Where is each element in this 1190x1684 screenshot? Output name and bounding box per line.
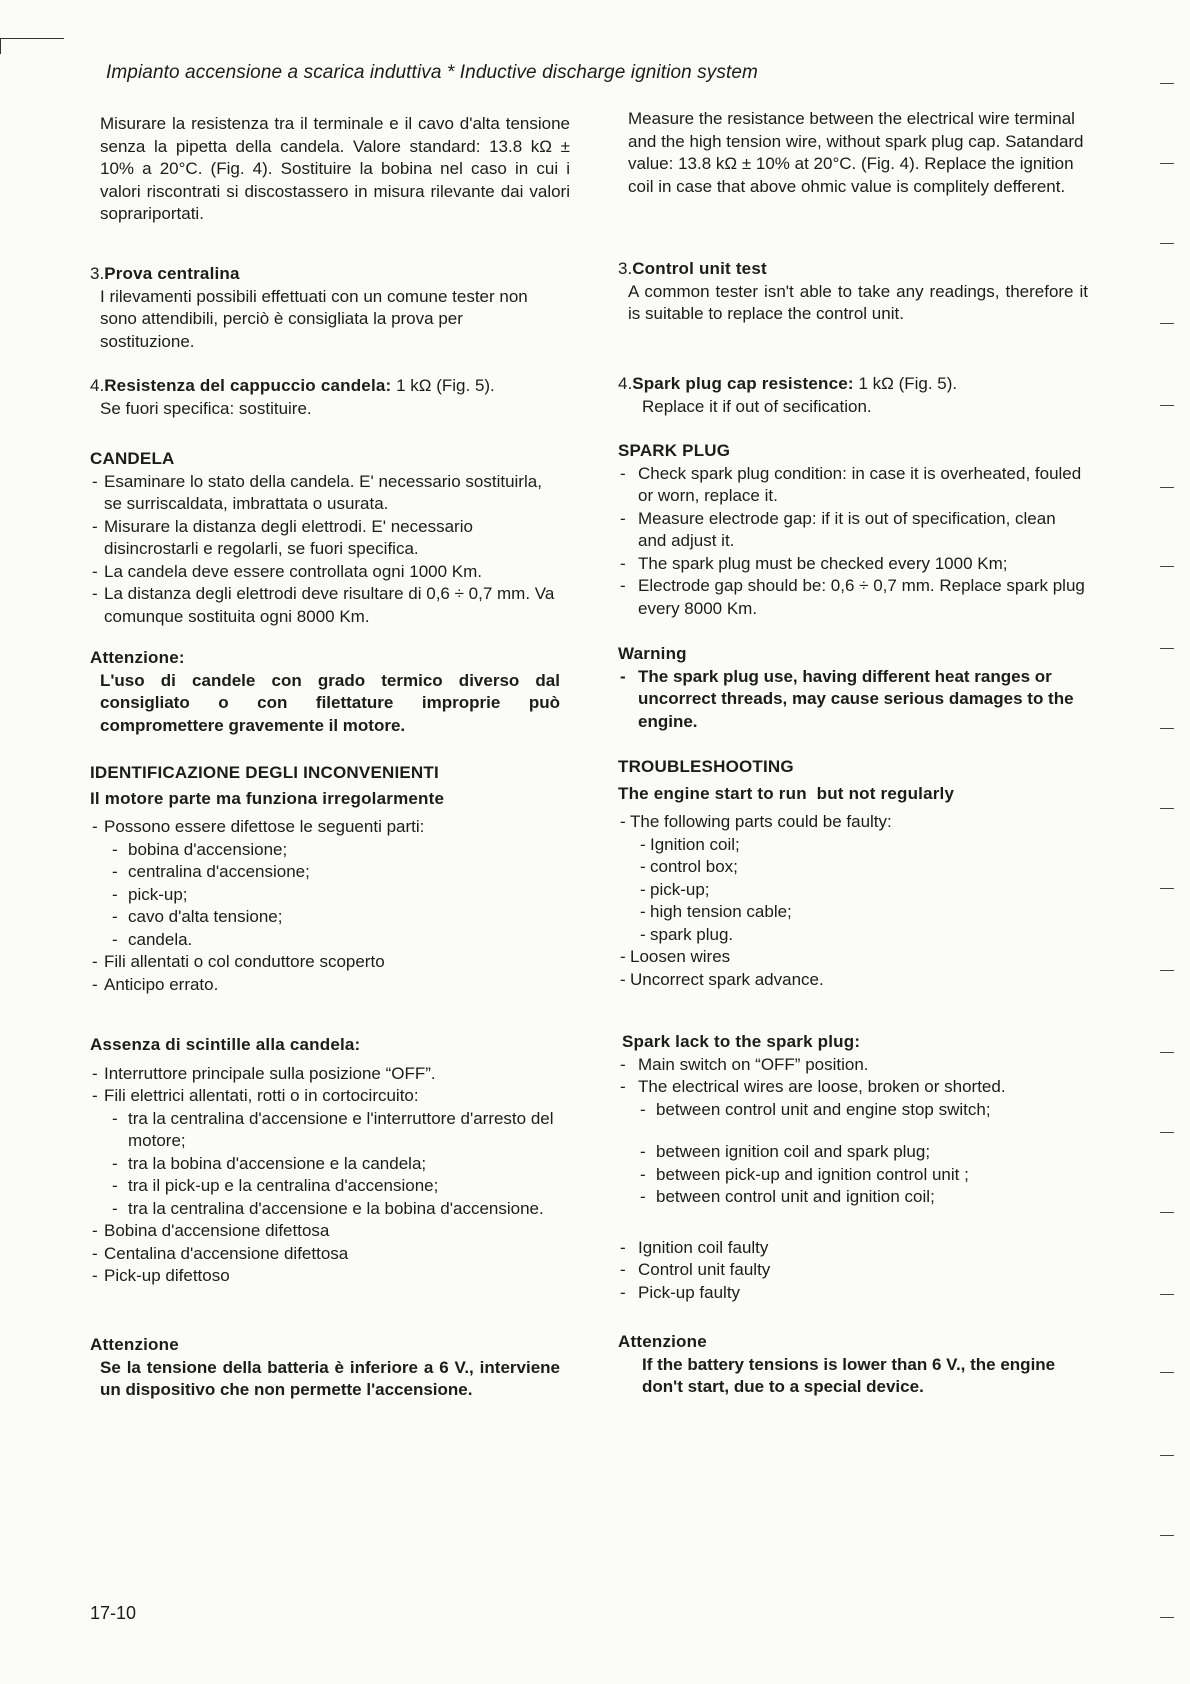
- margin-mark: [1160, 648, 1174, 649]
- margin-mark: [1160, 1294, 1174, 1295]
- margin-mark: [1160, 1455, 1174, 1456]
- list-item: - Pick-up difettoso: [90, 1265, 560, 1288]
- it-warning-1-title: Attenzione:: [90, 648, 185, 667]
- list-item: - pick-up;: [90, 884, 560, 907]
- list-item: - pick-up;: [618, 879, 1088, 902]
- en-section-4-text: Replace it if out of secification.: [642, 396, 872, 416]
- list-item: - high tension cable;: [618, 901, 1088, 924]
- margin-mark: [1160, 1372, 1174, 1373]
- list-item: - Centalina d'accensione difettosa: [90, 1243, 560, 1266]
- margin-mark: [1160, 163, 1174, 164]
- en-spark-title: Spark lack to the spark plug:: [622, 1032, 861, 1051]
- margin-mark: [1160, 1617, 1174, 1618]
- list-item: - control box;: [618, 856, 1088, 879]
- list-item: - Measure electrode gap: if it is out of specification, clean and adjust it.: [618, 508, 1088, 553]
- margin-mark: [1160, 1212, 1174, 1213]
- en-troubleshooting: [618, 756, 1088, 991]
- en-warning-2: [618, 1331, 1088, 1399]
- it-warning-1-text: L'uso di candele con grado termico diverso dal consigliato o con filettature improprie può compromettere gravemente il motore.: [100, 670, 560, 735]
- it-warning-2: [90, 1334, 560, 1402]
- margin-mark: [1160, 970, 1174, 971]
- page-header: Impianto accensione a scarica induttiva * Inductive discharge ignition system: [106, 62, 758, 83]
- en-warning-2-text: If the battery tensions is lower than 6 V., the engine don't start, due to a special device.: [642, 1354, 1056, 1396]
- list-item: - Loosen wires: [618, 946, 1088, 969]
- list-item: - The electrical wires are loose, broken or shorted.: [618, 1076, 1088, 1099]
- list-item: - tra la centralina d'accensione e l'interruttore d'arresto del motore;: [90, 1108, 560, 1153]
- it-candela-title: CANDELA: [90, 449, 175, 468]
- list-item: - Misurare la distanza degli elettrodi. E' necessario disincrostarli e regolarli, se fuori specifica.: [90, 516, 560, 561]
- en-section-4: [618, 373, 1088, 418]
- it-troubleshooting-title: IDENTIFICAZIONE DEGLI INCONVENIENTI: [90, 763, 439, 782]
- margin-mark: [1160, 728, 1174, 729]
- list-item: - The spark plug must be checked every 1000 Km;: [618, 553, 1088, 576]
- list-item: - La distanza degli elettrodi deve risultare di 0,6 ÷ 0,7 mm. Va comunque sostituita ogni 8000 Km.: [90, 583, 560, 628]
- list-item: - tra la centralina d'accensione e la bobina d'accensione.: [90, 1198, 560, 1221]
- list-item: - Main switch on “OFF” position.: [618, 1054, 1088, 1077]
- page-number: 17-10: [90, 1603, 137, 1623]
- margin-mark: [1160, 405, 1174, 406]
- it-troubleshooting-subtitle: Il motore parte ma funziona irregolarmente: [90, 788, 445, 808]
- en-section-4-heading: 4.Spark plug cap resistence: 1 kΩ (Fig. 5).: [618, 374, 958, 393]
- list-item: - between control unit and engine stop switch;: [618, 1099, 1088, 1122]
- it-section-3: [90, 263, 560, 353]
- it-candela-section: [90, 448, 560, 628]
- list-item: - between pick-up and ignition control unit ;: [618, 1164, 1088, 1187]
- list-item: - Ignition coil;: [618, 834, 1088, 857]
- list-item: - centralina d'accensione;: [90, 861, 560, 884]
- list-item: - Possono essere difettose le seguenti parti:: [90, 816, 560, 839]
- it-section-4-heading: 4.Resistenza del cappuccio candela: 1 kΩ (Fig. 5).: [90, 376, 495, 395]
- list-item: - tra il pick-up e la centralina d'accensione;: [90, 1175, 560, 1198]
- list-item: - tra la bobina d'accensione e la candela;: [90, 1153, 560, 1176]
- en-warning-1: [618, 643, 1088, 733]
- en-section-3-text: A common tester isn't able to take any readings, therefore it is suitable to replace the control unit.: [628, 281, 1088, 323]
- margin-mark: [1160, 566, 1174, 567]
- en-section-3: [618, 258, 1088, 326]
- list-item: - Fili elettrici allentati, rotti o in cortocircuito:: [90, 1085, 560, 1108]
- en-warning-1-title: Warning: [618, 644, 687, 663]
- en-section-3-heading: 3.Control unit test: [618, 259, 767, 278]
- it-section-3-heading: 3.Prova centralina: [90, 264, 240, 283]
- list-item: - Interruttore principale sulla posizione “OFF”.: [90, 1063, 560, 1086]
- it-troubleshooting: [90, 762, 560, 996]
- en-warning-1-text: - The spark plug use, having different heat ranges or uncorrect threads, may cause serious damages to the engine.: [618, 666, 1088, 734]
- it-section-3-text: I rilevamenti possibili effettuati con un comune tester non sono attendibili, perciò è consigliata la prova per sostituzione.: [100, 286, 528, 351]
- list-item: - Electrode gap should be: 0,6 ÷ 0,7 mm. Replace spark plug every 8000 Km.: [618, 575, 1088, 620]
- en-intro: Measure the resistance between the electrical wire terminal and the high tension wire, without spark plug cap. Satandard value: 13.8 kΩ ± 10% at 20°C. (Fig. 4). Replace the ignition coil in case that above ohmic value is complitely defferent.: [628, 109, 1084, 196]
- list-item: - between ignition coil and spark plug;: [618, 1141, 1088, 1164]
- margin-mark: [1160, 1052, 1174, 1053]
- margin-mark: [1160, 487, 1174, 488]
- margin-mark: [1160, 888, 1174, 889]
- list-item: - Anticipo errato.: [90, 974, 560, 997]
- list-item: - Ignition coil faulty: [618, 1237, 1088, 1260]
- list-item: - Pick-up faulty: [618, 1282, 1088, 1305]
- it-warning-2-text: Se la tensione della batteria è inferiore a 6 V., interviene un dispositivo che non permette l'accensione.: [100, 1357, 560, 1399]
- list-item: - The following parts could be faulty:: [618, 811, 1088, 834]
- list-item: - bobina d'accensione;: [90, 839, 560, 862]
- it-intro: Misurare la resistenza tra il terminale e il cavo d'alta tensione senza la pipetta della candela. Valore standard: 13.8 kΩ ± 10% a 20°C. (Fig. 4). Sostituire la bobina nel caso in cui i valori riscontrati si discostassero in misura rilevante dai valori soprariportati.: [100, 114, 570, 223]
- list-item: - Bobina d'accensione difettosa: [90, 1220, 560, 1243]
- en-warning-2-title: Attenzione: [618, 1332, 707, 1351]
- it-section-4-text: Se fuori specifica: sostituire.: [100, 398, 312, 418]
- list-item: - Esaminare lo stato della candela. E' necessario sostituirla, se surriscaldata, imbrattata o usurata.: [90, 471, 560, 516]
- list-item: - La candela deve essere controllata ogni 1000 Km.: [90, 561, 560, 584]
- list-item: - spark plug.: [618, 924, 1088, 947]
- it-warning-1: [90, 647, 560, 737]
- en-spark-plug-title: SPARK PLUG: [618, 441, 731, 460]
- list-item: - Uncorrect spark advance.: [618, 969, 1088, 992]
- margin-mark: [1160, 243, 1174, 244]
- list-item: - between control unit and ignition coil;: [618, 1186, 1088, 1209]
- margin-mark: [1160, 1132, 1174, 1133]
- en-spark-plug-section: [618, 440, 1088, 620]
- margin-mark: [1160, 83, 1174, 84]
- list-item: - Fili allentati o col conduttore scoperto: [90, 951, 560, 974]
- it-spark-title: Assenza di scintille alla candela:: [90, 1035, 361, 1054]
- it-spark-section: [90, 1034, 560, 1288]
- margin-mark: [1160, 323, 1174, 324]
- corner-tick: [0, 38, 1, 54]
- it-section-4: [90, 375, 560, 420]
- en-troubleshooting-subtitle: The engine start to run but not regularly: [618, 783, 955, 803]
- list-item: - Control unit faulty: [618, 1259, 1088, 1282]
- list-item: - cavo d'alta tensione;: [90, 906, 560, 929]
- margin-mark: [1160, 808, 1174, 809]
- en-troubleshooting-title: TROUBLESHOOTING: [618, 757, 794, 776]
- list-item: - candela.: [90, 929, 560, 952]
- corner-rule: [0, 38, 64, 39]
- en-spark-section: [618, 1031, 1088, 1304]
- list-item: - Check spark plug condition: in case it is overheated, fouled or worn, replace it.: [618, 463, 1088, 508]
- margin-mark: [1160, 1535, 1174, 1536]
- it-warning-2-title: Attenzione: [90, 1335, 179, 1354]
